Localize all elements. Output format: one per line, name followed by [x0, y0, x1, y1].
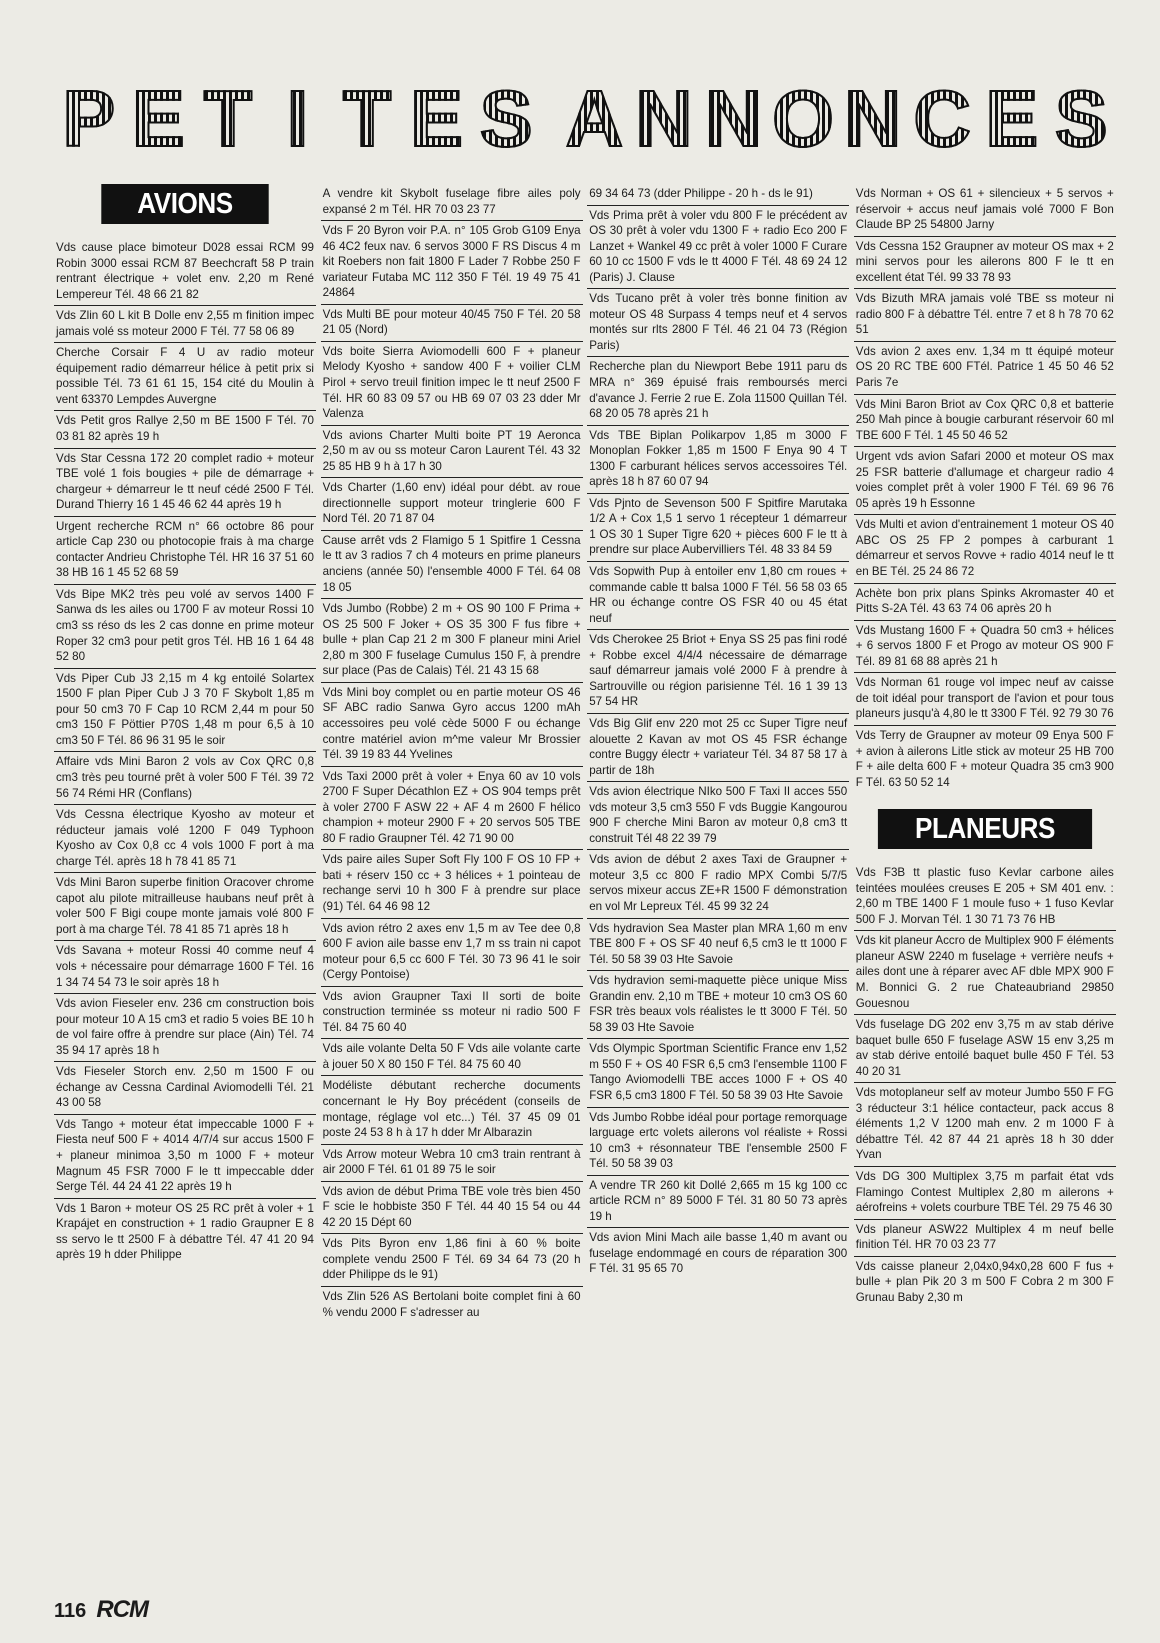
- classified-ad: Vds avion de début 2 axes Taxi de Graupner + moteur 3,5 cc 800 F radio MPX Combi 5/7/5 servos mixeur accus ZE+R 1500 F démonstration en vol Mr Lepreux Tél. 45 99 32 24: [587, 850, 849, 918]
- masthead-letter: N: [629, 76, 699, 162]
- classified-ad: Vds paire ailes Super Soft Fly 100 F OS 10 FP + bati + réserv 150 cc + 3 hélices + 1 pointeau de rechange servi 10 h 300 F à prendre sur place (91) Tél. 64 46 98 12: [321, 850, 583, 918]
- classified-ad: Vds Tango + moteur état impeccable 1000 F + Fiesta neuf 500 F + 4014 4/7/4 sur accus 1500 F + planeur minimoa 3,50 m 1000 F + moteur Magnum 45 FSR 7000 F le tt impeccable dder Serge Tél. 44 24 41 22 après 19 h: [54, 1115, 316, 1199]
- masthead-letter: E: [402, 76, 472, 162]
- classified-ad: Vds Norman + OS 61 + silencieux + 5 servos + réservoir + accus neuf jamais volé 7000 F Bon Claude BP 25 54800 Jarny: [854, 184, 1116, 237]
- classified-ad: Vds Zlin 526 AS Bertolani boite complet fini à 60 % vendu 2000 F s'adresser au: [322, 1290, 581, 1319]
- masthead-letter: E: [124, 76, 194, 162]
- classified-ad: Vds Cessna électrique Kyosho av moteur et réducteur jamais volé 1200 F 049 Typhoon Kyosho av Cox 0,8 cc 4 vols 1000 F port à ma charge Tél. après 18 h 78 41 85 71: [54, 805, 316, 873]
- classified-ad: Vds F 20 Byron voir P.A. n° 105 Grob G109 Enya 46 4C2 feux nav. 6 servos 3000 F RS Discus 4 m kit Roebers non fait 1800 F Lader 7 Robbe 250 F variateur Futaba MC 112 350 F Tél. 19 49 75 41 24864: [321, 221, 583, 305]
- masthead-letter: I: [263, 76, 333, 162]
- classified-ad: Vds hydravion Sea Master plan MRA 1,60 m env TBE 800 F + OS SF 40 neuf 6,5 cm3 le tt 1000 F Tél. 50 58 39 03 Hte Savoie: [587, 919, 849, 972]
- classified-ad: Vds Fieseler Storch env. 2,50 m 1500 F ou échange av Cessna Cardinal Aviomodelli Tél. 21 43 00 58: [54, 1062, 316, 1115]
- classified-ad: Vds avion Graupner Taxi II sorti de boite construction terminée ss moteur ni radio 500 F Tél. 84 75 60 40: [321, 987, 583, 1040]
- masthead-letter: N: [699, 76, 769, 162]
- classified-ad: Urgent recherche RCM n° 66 octobre 86 pour article Cap 230 ou photocopie frais à ma charge contacter Andrieu Christophe Tél. HR 16 37 51 60 38 HB 16 1 45 52 68 59: [54, 517, 316, 585]
- section-heading-avions: AVIONS: [101, 184, 268, 224]
- classified-ad: Vds Bipe MK2 très peu volé av servos 1400 F Sanwa ds les ailes ou 1700 F av moteur Rossi 10 cm3 ss réso ds les 2 cas donne en prime moteur Roper 32 cm3 pour petit gros Tél. HB 16 1 64 48 52 80: [54, 585, 316, 669]
- page-footer: [54, 1595, 148, 1626]
- column-2: [321, 184, 583, 1589]
- classified-ad: Vds Tucano prêt à voler très bonne finition av moteur OS 48 Surpass 4 temps neuf et 4 servos montés sur rlts 2800 F Tél. 46 21 04 73 (Région Paris): [587, 289, 849, 357]
- classified-ad: Vds Bizuth MRA jamais volé TBE ss moteur ni radio 800 F à débattre Tél. entre 7 et 8 h 78 70 62 51: [854, 289, 1116, 342]
- column-1: [54, 184, 316, 1589]
- classified-ad: Vds planeur ASW22 Multiplex 4 m neuf belle finition Tél. HR 70 03 23 77: [854, 1220, 1116, 1257]
- classified-ad: Vds DG 300 Multiplex 3,75 m parfait état vds Flamingo Contest Multiplex 2,80 m ailerons + aérofreins + volets courbure TBE Tél. 29 75 46 30: [854, 1167, 1116, 1220]
- masthead-letter: P: [54, 76, 124, 162]
- classified-ad: Vds Pits Byron env 1,86 fini à 60 % boite complete vendu 2500 F Tél. 69 34 64 73 (20 h dder Philippe ds le 91): [321, 1234, 583, 1287]
- masthead-letter: T: [332, 76, 402, 162]
- classified-ad: Vds hydravion semi-maquette pièce unique Miss Grandin env. 2,10 m TBE + moteur 10 cm3 OS 60 FSR très beaux vols réalistes le tt 3000 F Tél. 50 58 39 03 Hte Savoie: [587, 971, 849, 1039]
- classified-ad: Vds Zlin 60 L kit B Dolle env 2,55 m finition impec jamais volé ss moteur 2000 F Tél. 77 58 06 89: [54, 306, 316, 343]
- classified-ad: 69 34 64 73 (dder Philippe - 20 h - ds le 91): [587, 184, 849, 206]
- classified-ad: Vds Prima prêt à voler vdu 800 F le précédent av OS 30 prêt à voler vdu 1300 F + radio Eco 200 F Lanzet + Wankel 49 cc prêt à voler 1000 F Curare 60 10 cc 1500 F vds le tt 4000 F Tél. 48 69 24 12 (Paris) J. Clause: [587, 206, 849, 290]
- column-3: [587, 184, 849, 1589]
- classified-ad: Vds kit planeur Accro de Multiplex 900 F éléments planeur ASW 2240 m fuselage + verrière neufs + ailes dont une à réparer avec AF dble MPX 900 F M. Bonnici G. 2 rue Chateaubriand 29850 Gouesnou: [854, 931, 1116, 1015]
- classified-ad: Urgent vds avion Safari 2000 et moteur OS max 25 FSR batterie d'allumage et chargeur radio 4 voies complet prêt à voler 1900 F Tél. 69 96 76 05 après 19 h Essonne: [854, 447, 1116, 515]
- classified-ad: Vds caisse planeur 2,04x0,94x0,28 600 F fus + bulle + plan Pik 20 3 m 500 F Cobra 2 m 300 F Grunau Baby 2,30 m: [855, 1259, 1114, 1304]
- classified-ad: Vds Olympic Sportman Scientific France env 1,52 m 550 F + OS 40 FSR 6,5 cm3 l'ensemble 1100 F Tango Aviomodelli TBE acces 1000 F + OS 40 FSR 6,5 cm3 1800 F Tél. 50 58 39 03 Hte Savoie: [587, 1039, 849, 1107]
- classifieds-columns: [54, 184, 1116, 1589]
- classified-ad: A vendre TR 260 kit Dollé 2,665 m 15 kg 100 cc article RCM n° 89 5000 F Tél. 31 80 50 73 après 19 h: [587, 1176, 849, 1229]
- classified-ad: Vds TBE Biplan Polikarpov 1,85 m 3000 F Monoplan Fokker 1,85 m 1500 F Enya 90 4 T 1300 F carburant hélices servos accessoires Tél. après 18 h 87 60 07 94: [587, 426, 849, 494]
- masthead-letter: T: [193, 76, 263, 162]
- classified-ad: A vendre kit Skybolt fuselage fibre ailes poly expansé 2 m Tél. HR 70 03 23 77: [321, 184, 583, 221]
- classified-ad: Vds Pjnto de Sevenson 500 F Spitfire Marutaka 1/2 A + Cox 1,5 1 servo 1 récepteur 1 démarreur 1 OS 30 1 Super Tigre 620 + pièces 600 F le tt à prendre sur place Aubervilliers Tél. 48 33 84 59: [587, 494, 849, 562]
- masthead-letter: A: [560, 76, 630, 162]
- classified-ad: Vds Cherokee 25 Briot + Enya SS 25 pas fini rodé + Robbe excel 4/4/4 nécessaire de démarrage sauf démarreur jamais volé 2000 F à prendre à Sartrouville ou région parisienne Tél. 16 1 39 13 57 54 HR: [587, 630, 849, 714]
- classified-ad: Vds Jumbo (Robbe) 2 m + OS 90 100 F Prima + OS 25 500 F Joker + OS 35 300 F fus fibre + bulle + plan Cap 21 2 m 300 F planeur mini Ariel 2,80 m 300 F fuselage Cumulus 150 F, à prendre sur place (Pas de Calais) Tél. 21 43 15 68: [321, 599, 583, 683]
- classified-ad: Vds Multi et avion d'entrainement 1 moteur OS 40 ABC OS 25 FP 2 pompes à carburant 1 démarreur et servos Rovve + radio 4014 neuf le tt en BE Tél. 25 24 86 72: [854, 515, 1116, 583]
- classified-ad: Vds cause place bimoteur D028 essai RCM 99 Robin 3000 essai RCM 87 Beechcraft 58 P train rentrant électrique + volet env. 2,20 m René Lempereur Tél. 48 66 21 82: [54, 238, 316, 306]
- classified-ad: Vds F3B tt plastic fuso Kevlar carbone ailes teintées moulées creuses E 205 + SM 401 env. : 2,60 m TBE 1400 F 1 moule fuso + 1 fuso Kevlar 500 F J. Morvan Tél. 1 30 71 73 76 HB: [854, 863, 1116, 931]
- classified-ad: Vds Mini Baron superbe finition Oracover chrome capot alu pilote mitrailleuse haubans neuf prêt à voler 500 F Bigi coupe monte jamais volé 800 F port à ma charge Tél. 78 41 85 71 après 18 h: [54, 873, 316, 941]
- classified-ad: Vds Big Glif env 220 mot 25 cc Super Tigre neuf alouette 2 Kavan av mot OS 45 FSR échange contre Buggy électr + variateur Tél. 34 87 58 17 à partir de 18h: [587, 714, 849, 782]
- classified-ad: Achète bon prix plans Spinks Akromaster 40 et Pitts S-2A Tél. 43 63 74 06 après 20 h: [854, 584, 1116, 621]
- classified-ad: Vds Star Cessna 172 20 complet radio + moteur TBE volé 1 fois bougies + pile de démarrage + chargeur + démarreur le tt neuf cédé 2500 F Tél. Durand Thierry 16 1 45 46 62 44 après 19 h: [54, 449, 316, 517]
- classified-ad: Vds fuselage DG 202 env 3,75 m av stab dérive baquet bulle 650 F fuselage ASW 15 env 3,25 m av stab dérive entoilé baquet bulle 450 F Tél. 53 40 20 31: [854, 1015, 1116, 1083]
- classified-ad: Vds Multi BE pour moteur 40/45 750 F Tél. 20 58 21 05 (Nord): [321, 305, 583, 342]
- classified-ad: Vds Norman 61 rouge vol impec neuf av caisse de toit idéal pour transport de l'avion et pour tous planeurs jusqu'à 4,80 le tt 3300 F Tél. 92 79 30 76: [854, 673, 1116, 726]
- section-heading-planeurs: PLANEURS: [878, 809, 1092, 849]
- classified-ad: Vds Charter (1,60 env) idéal pour débt. av roue directionnelle support moteur tringlerie 600 F Nord Tél. 20 71 87 04: [321, 478, 583, 531]
- classified-ad: Vds Mini Baron Briot av Cox QRC 0,8 et batterie 250 Mah pince à bougie carburant réservoir 60 ml TBE 600 F Tél. 1 45 50 46 52: [854, 395, 1116, 448]
- masthead-letter: S: [1047, 76, 1117, 162]
- classified-ad: Vds avion Mini Mach aile basse 1,40 m avant ou fuselage endommagé en cours de réparation 300 F Tél. 31 95 65 70: [589, 1231, 848, 1276]
- page-number: 116: [54, 1600, 87, 1622]
- classified-ad: Vds avion rétro 2 axes env 1,5 m av Tee dee 0,8 600 F avion aile basse env 1,7 m ss train ni capot moteur pour 6,5 cc 600 F Tél. 30 73 96 41 le soir (Cergy Pontoise): [321, 919, 583, 987]
- classified-ad: Vds avion Fieseler env. 236 cm construction bois pour moteur 10 A 15 cm3 et radio 5 voies BE 10 h de vol faire offre à prendre sur place (Ain) Tél. 74 35 94 17 après 18 h: [54, 994, 316, 1062]
- classified-ad: Modéliste débutant recherche documents concernant le Hy Boy précédent (conseils de montage, réglage vol etc...) Tél. 37 45 09 01 poste 24 53 8 h à 17 h dder Mr Albarazin: [321, 1076, 583, 1144]
- masthead-title: [54, 76, 1116, 162]
- classified-ad: Vds avion électrique NIko 500 F Taxi II acces 550 vds moteur 3,5 cm3 550 F vds Buggie Kangourou 900 F cherche Mini Baron av moteur 0,8 cm3 tt construit Tél 48 22 39 79: [587, 782, 849, 850]
- classified-ad: Cause arrêt vds 2 Flamigo 5 1 Spitfire 1 Cessna le tt av 3 radios 7 ch 4 moteurs en prime planeurs anciens (année 50) l'ensemble 4000 F Tél. 64 08 18 05: [321, 531, 583, 599]
- column-4: [854, 184, 1116, 1589]
- classified-ad: Vds Piper Cub J3 2,15 m 4 kg entoilé Solartex 1500 F plan Piper Cub J 3 70 F Skybolt 1,85 m pour 50 cm3 70 F Cap 10 RCM 2,44 m pour 50 cm3 150 F Pöttier P70S 1,48 m pour 6,5 à 10 cm3 50 F Tél. 86 96 31 95 le soir: [54, 669, 316, 753]
- classified-ad: Vds motoplaneur self av moteur Jumbo 550 F FG 3 réducteur 3:1 hélice contacteur, pack accus 8 éléments 1,2 V 1200 mah env. 2 m 1000 F à débattre Tél. 42 87 44 21 après 18 h 30 dder Yvan: [854, 1083, 1116, 1167]
- classified-ad: Vds Cessna 152 Graupner av moteur OS max + 2 mini servos pour les ailerons 800 F le tt en excellent état Tél. 99 33 78 93: [854, 237, 1116, 290]
- classified-ad: Cherche Corsair F 4 U av radio moteur équipement radio démarreur hélice à petit prix si possible Tél. 73 61 61 15, 154 cité du Moulin à vent 63370 Lempdes Auvergne: [54, 343, 316, 411]
- masthead-letter: O: [768, 76, 838, 162]
- classified-ad: Vds 1 Baron + moteur OS 25 RC prêt à voler + 1 Krapájet en construction + 1 radio Graupner E 8 ss servo le tt 2500 F à débattre Tél. 47 41 20 94 après 19 h dder Philippe: [56, 1201, 314, 1262]
- classified-ad: Vds Mustang 1600 F + Quadra 50 cm3 + hélices + 6 servos 1800 F et Progo av moteur OS 900 F Tél. 89 81 68 88 après 21 h: [854, 621, 1116, 674]
- masthead-letter: N: [838, 76, 908, 162]
- masthead-letter: E: [977, 76, 1047, 162]
- classified-ad: Vds aile volante Delta 50 F Vds aile volante carte à jouer 50 X 80 150 F Tél. 84 75 60 40: [321, 1039, 583, 1076]
- classified-ad: Vds Arrow moteur Webra 10 cm3 train rentrant à air 2000 F Tél. 61 01 89 75 le soir: [321, 1145, 583, 1182]
- classified-ad: Vds boite Sierra Aviomodelli 600 F + planeur Melody Kyosho + sandow 400 F + voilier CLM Pirol + servo treuil finition impec le tt neuf 2500 F Tél. HR 60 83 09 57 ou HB 69 07 03 23 dder Mr Valenza: [321, 342, 583, 426]
- classified-ad: Vds Sopwith Pup à entoiler env 1,80 cm roues + commande cable tt balsa 1000 F Tél. 56 58 03 65 HR ou échange contre OS FSR 40 ou 45 état neuf: [587, 562, 849, 630]
- classified-ad: Vds Terry de Graupner av moteur 09 Enya 500 F + avion à ailerons Litle stick av moteur 25 HB 700 F + aile delta 600 F + moteur Quadra 35 cm3 900 F Tél. 63 50 52 14: [855, 728, 1114, 789]
- classified-ad: Vds avions Charter Multi boite PT 19 Aeronca 2,50 m av ou ss moteur Caron Laurent Tél. 43 32 25 85 HB 9 h à 17 h 30: [321, 426, 583, 479]
- magazine-logo: RCM: [96, 1596, 149, 1623]
- column-4-avions-list: [854, 184, 1116, 793]
- classified-ad: Vds avion de début Prima TBE vole très bien 450 F scie le hobbiste 350 F Tél. 44 40 15 54 ou 44 42 20 15 Dépt 60: [321, 1182, 583, 1235]
- classified-ad: Vds Jumbo Robbe idéal pour portage remorquage larguage ertc volets ailerons vol réaliste + Rossi 10 cm3 + résonnateur TBE l'ensemble 2500 F Tél. 50 58 39 03: [587, 1108, 849, 1176]
- classified-ad: Vds avion 2 axes env. 1,34 m tt équipé moteur OS 20 RC TBE 600 FTél. Patrice 1 45 50 46 52 Paris 7e: [854, 342, 1116, 395]
- classified-ad: Vds Mini boy complet ou en partie moteur OS 46 SF ABC radio Sanwa Gyro accus 1200 mAh accessoires peu volé cède 5000 F ou échange contre matériel avion m^me valeur Mr Brossier Tél. 39 19 83 44 Yvelines: [321, 683, 583, 767]
- masthead-letter: S: [471, 76, 541, 162]
- classified-ad: Vds Taxi 2000 prêt à voler + Enya 60 av 10 vols 2700 F Super Décathlon EZ + OS 904 temps prêt à voler 2700 F ASW 22 + AF 4 m 2600 F hélico champion + moteur 2900 F + 20 servos 505 TBE 80 F radio Graupner Tél. 42 71 90 00: [321, 767, 583, 851]
- classified-ad: Vds Savana + moteur Rossi 40 comme neuf 4 vols + nécessaire pour démarrage 1600 F Tél. 16 1 34 74 54 73 le soir après 18 h: [54, 941, 316, 994]
- classified-ad: Affaire vds Mini Baron 2 vols av Cox QRC 0,8 cm3 très peu tourné prêt à voler 500 F Tél. 39 72 56 74 Rémi HR (Conflans): [54, 752, 316, 805]
- masthead-letter: C: [907, 76, 977, 162]
- column-4-planeurs-list: [854, 863, 1116, 1308]
- classified-ad: Vds Petit gros Rallye 2,50 m BE 1500 F Tél. 70 03 81 82 après 19 h: [54, 411, 316, 448]
- classified-ad: Recherche plan du Niewport Bebe 1911 paru ds MRA n° 369 épuisé frais remboursés merci d'avance J. Ferrie 2 rue E. Zola 11500 Quillan Tél. 68 20 05 78 après 21 h: [587, 357, 849, 425]
